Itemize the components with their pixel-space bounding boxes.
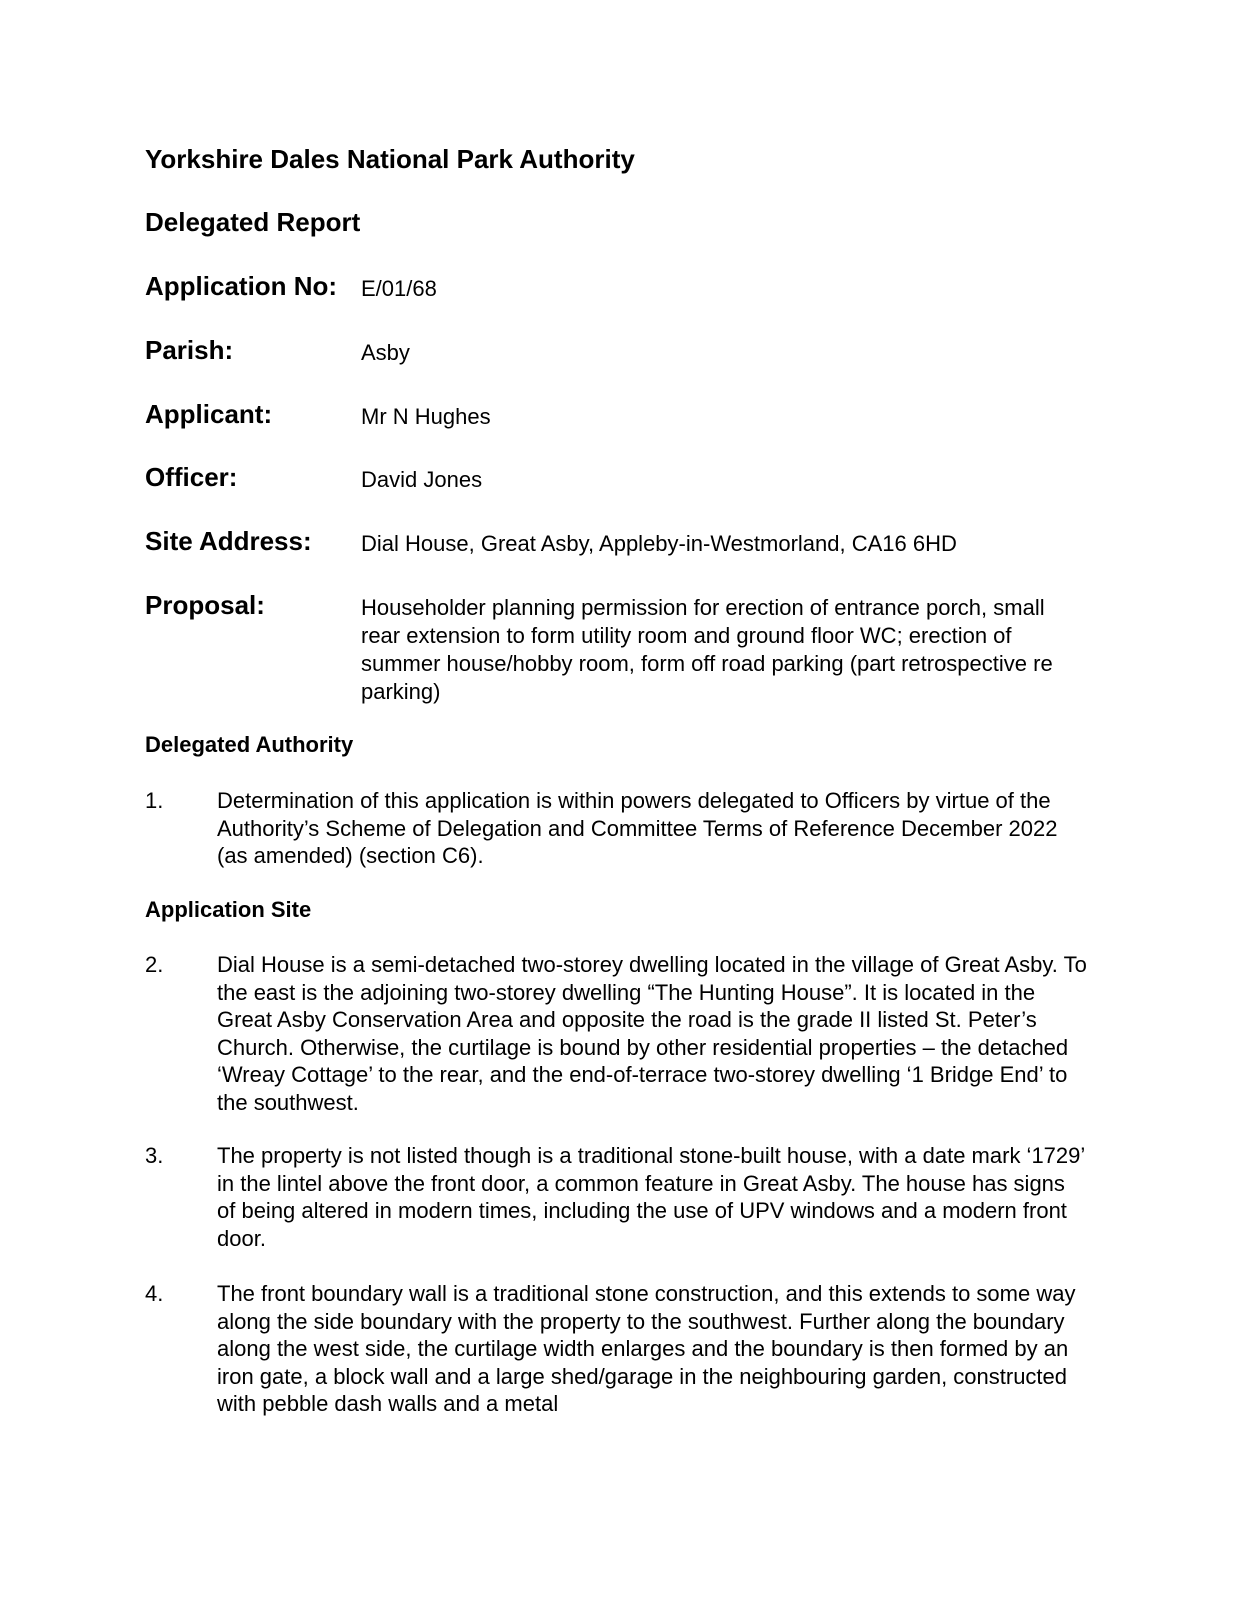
proposal-label: Proposal: [145,590,265,620]
paragraph-number: 1. [145,788,164,813]
paragraph-number: 2. [145,952,164,977]
parish-label: Parish: [145,335,234,365]
application-no-value: E/01/68 [361,276,437,301]
proposal-value: Householder planning permission for erection of entrance porch, small rear extension to form utility room and ground floor WC; erection of summer house/hobby room, form off road parking (part retrospective re parking) [361,595,1053,704]
applicant-label: Applicant: [145,399,273,429]
paragraph-number: 4. [145,1281,164,1306]
paragraph-text: The front boundary wall is a traditional stone construction, and this extends to some way along the side boundary with the property to the southwest. Further along the boundary along the west side, the curtilage width enlarges and the boundary is then formed by an iron gate, a block wall and a large shed/garage in the neighbouring garden, constructed with pebble dash walls and a metal [217,1281,1076,1416]
paragraph-number: 3. [145,1143,164,1168]
officer-label: Officer: [145,462,238,492]
applicant-value: Mr N Hughes [361,404,491,429]
paragraph-text: Dial House is a semi-detached two-storey dwelling located in the village of Great Asby. To the east is the adjoining two-storey dwelling “The Hunting House”. It is located in the Great Asby Conservation Area and opposite the road is the grade II listed St. Peter’s Church. Otherwise, the curtilage is bound by other residential properties – the detached ‘Wreay Cottage’ to the rear, and the end-of-terrace two-storey dwelling ‘1 Bridge End’ to the southwest. [217,952,1087,1115]
application-site-heading: Application Site [145,897,312,922]
application-no-label: Application No: [145,271,338,301]
site-address-label: Site Address: [145,526,312,556]
report-title: Delegated Report [145,207,361,237]
officer-value: David Jones [361,467,483,492]
paragraph-text: The property is not listed though is a traditional stone-built house, with a date mark ‘1729’ in the lintel above the front door, a common feature in Great Asby. The house has signs of being altered in modern times, including the use of UPV windows and a modern front door. [217,1143,1085,1251]
parish-value: Asby [361,340,410,365]
authority-title: Yorkshire Dales National Park Authority [145,144,635,174]
delegated-authority-heading: Delegated Authority [145,732,354,757]
site-address-value: Dial House, Great Asby, Appleby-in-Westmorland, CA16 6HD [361,531,957,556]
paragraph-text: Determination of this application is within powers delegated to Officers by virtue of the Authority’s Scheme of Delegation and Committee Terms of Reference December 2022 (as amended) (section C6). [217,788,1058,868]
